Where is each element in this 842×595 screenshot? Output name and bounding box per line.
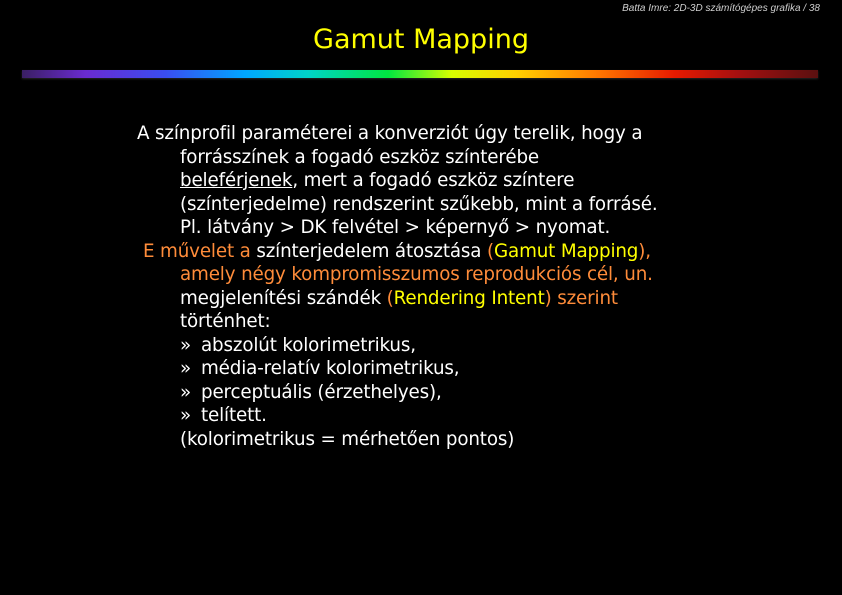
list-item xyxy=(0,357,842,381)
body-line xyxy=(0,287,842,311)
slide-credit: Batta Imre: 2D-3D számítógépes grafika / 38 xyxy=(622,3,820,14)
slide-title: Gamut Mapping xyxy=(313,24,529,55)
list-item-label: perceptuális (érzethelyes), xyxy=(201,381,442,403)
body-line xyxy=(0,169,842,193)
body-text: ( xyxy=(481,240,495,262)
bullet-glyph: » xyxy=(180,405,192,426)
bullet-glyph: » xyxy=(180,381,192,403)
body-line: forrásszínek a fogadó eszköz színterébe xyxy=(180,146,539,168)
slide-body xyxy=(0,122,842,451)
body-line: amely négy kompromisszumos reprodukciós cél, un. xyxy=(180,264,653,285)
body-line: (színterjedelme) rendszerint szűkebb, mint a forrásé. xyxy=(180,193,658,215)
body-text: ), xyxy=(638,240,651,262)
key-term: színterjedelem átosztása xyxy=(256,240,482,262)
paragraph-rendering-intent xyxy=(0,240,842,452)
list-item-label: telített. xyxy=(201,405,267,426)
body-line xyxy=(0,240,842,264)
underlined-term: beleférjenek xyxy=(180,170,293,191)
body-line: Pl. látvány > DK felvétel > képernyő > nyomat. xyxy=(180,217,611,238)
key-term: megjelenítési szándék xyxy=(180,287,382,309)
rainbow-divider xyxy=(22,70,818,78)
body-text: , mert a fogadó eszköz színtere xyxy=(292,170,575,191)
list-item xyxy=(0,404,842,428)
closing-note: (kolorimetrikus = mérhetően pontos) xyxy=(180,428,515,450)
body-text: ( xyxy=(381,287,394,309)
bullet-glyph: » xyxy=(180,334,192,356)
list-item xyxy=(0,334,842,358)
list-item-label: abszolút kolorimetrikus, xyxy=(201,334,416,356)
list-item xyxy=(0,381,842,405)
highlight-term: Rendering Intent xyxy=(393,287,545,309)
paragraph-gamut-intro xyxy=(0,122,842,240)
bullet-glyph: » xyxy=(180,358,192,379)
body-text: E művelet a xyxy=(143,240,257,262)
body-line: A színprofil paraméterei a konverziót úgy terelik, hogy a xyxy=(137,123,643,144)
highlight-term: Gamut Mapping xyxy=(494,240,639,262)
body-text: ) szerint xyxy=(544,287,618,309)
list-item-label: média-relatív kolorimetrikus, xyxy=(201,358,460,379)
body-line: történhet: xyxy=(180,311,271,332)
